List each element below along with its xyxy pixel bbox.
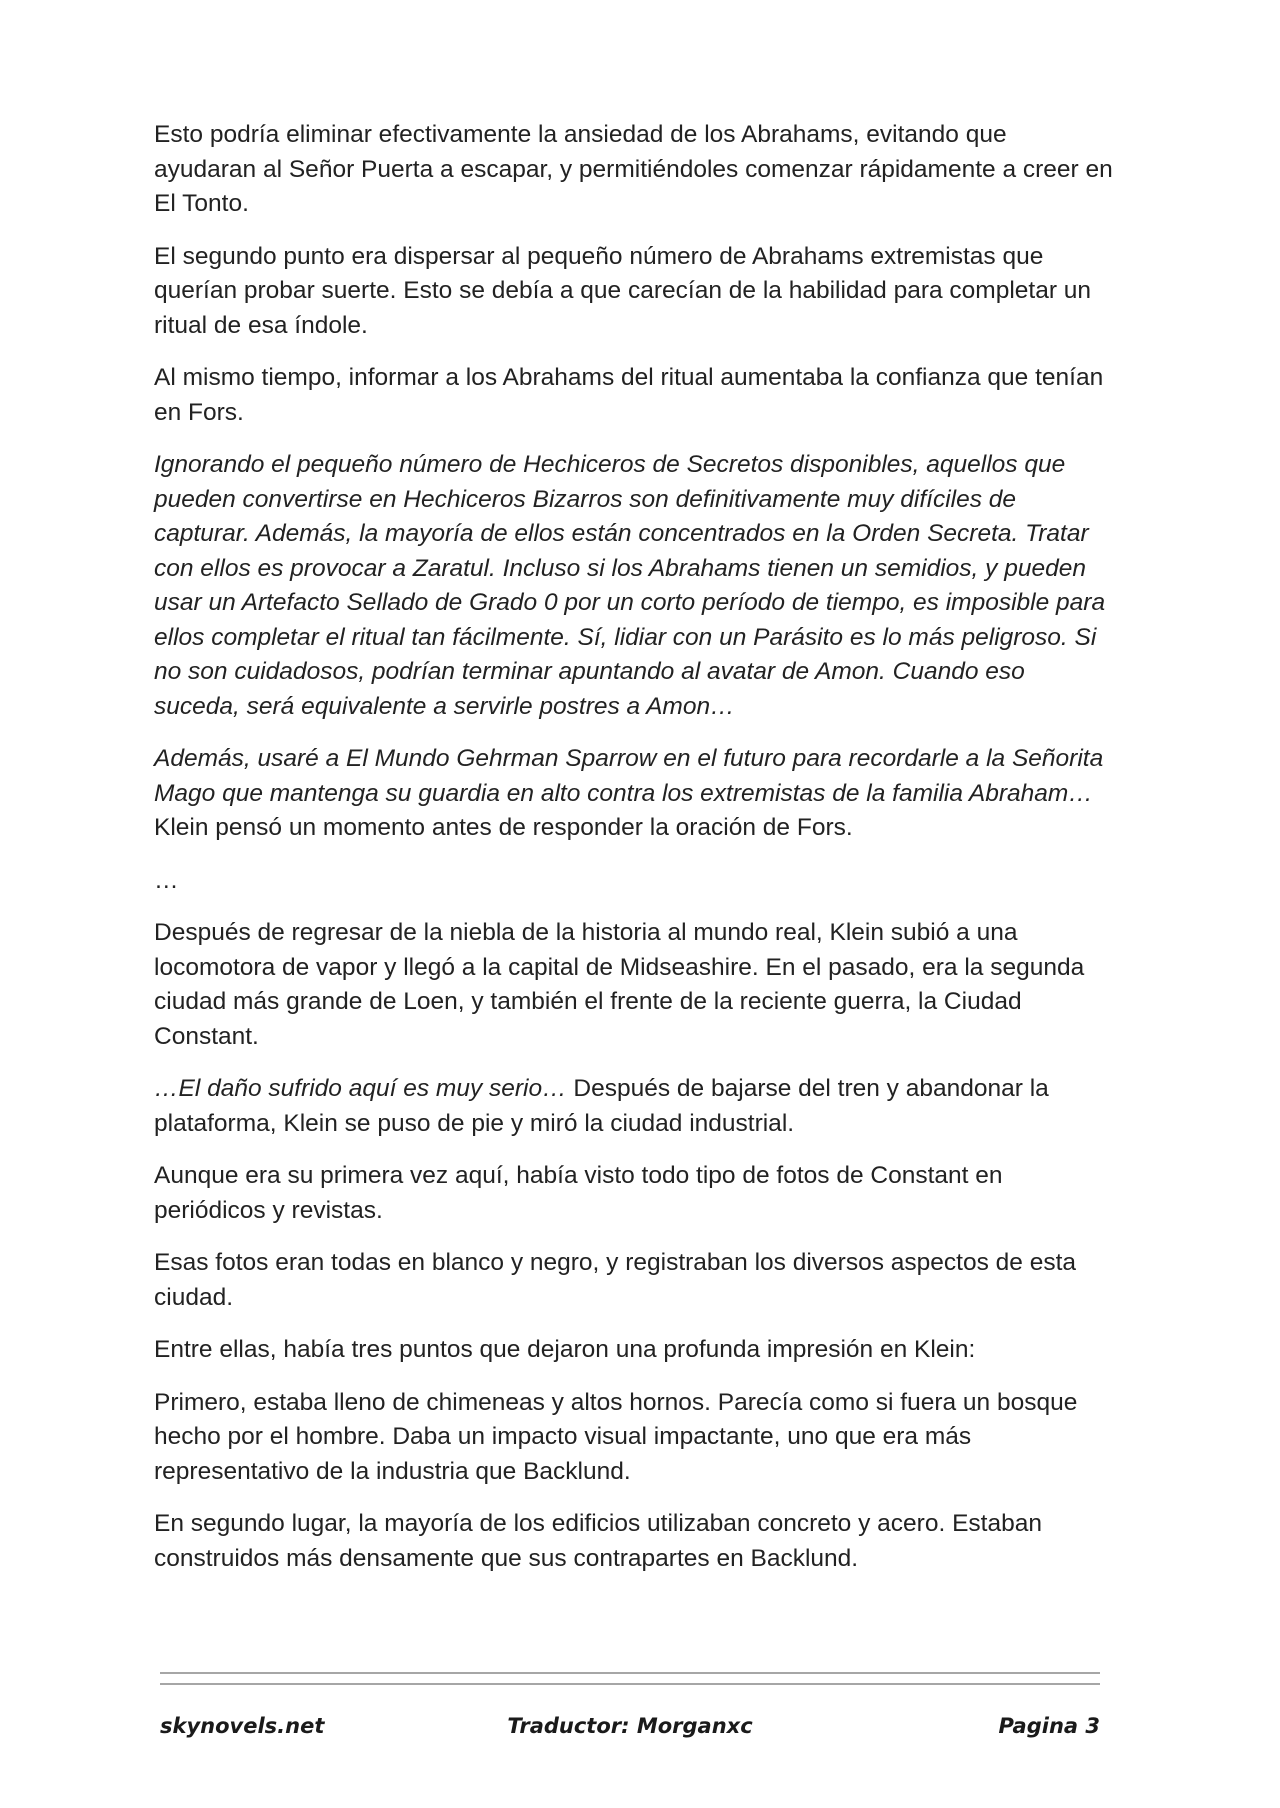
footer-divider <box>160 1672 1100 1685</box>
paragraph-8-thoughts: …El daño sufrido aquí es muy serio… <box>154 1075 567 1102</box>
paragraph-11: Entre ellas, había tres puntos que dejaron una profunda impresión en Klein: <box>154 1336 976 1363</box>
footer-rule-bottom <box>160 1683 1100 1685</box>
scene-break: … <box>154 866 179 894</box>
document-body <box>154 118 1114 1594</box>
footer-rule-top <box>160 1672 1100 1674</box>
paragraph-4-thoughts: Ignorando el pequeño número de Hechiceros de Secretos disponibles, aquellos que pueden convertirse en Hechiceros Bizarros son definitivamente muy difíciles de capturar. Además, la mayoría de ellos están concentrados en la Orden Secreta. Tratar con ellos es provocar a Zaratul. Incluso si los Abrahams tienen un semidios, y pueden usar un Artefacto Sellado de Grado 0 por un corto período de tiempo, es imposible para ellos completar el ritual tan fácilmente. Sí, lidiar con un Parásito es lo más peligroso. Si no son cuidadosos, podrían terminar apuntando al avatar de Amon. Cuando eso suceda, será equivalente a servirle postres a Amon… <box>154 451 1106 720</box>
footer-site: skynovels.net <box>160 1714 325 1738</box>
paragraph-1: Esto podría eliminar efectivamente la ansiedad de los Abrahams, evitando que ayudaran al Señor Puerta a escapar, y permitiéndoles comenzar rápidamente a creer en El Tonto. <box>154 121 1113 217</box>
paragraph-5 <box>154 742 1114 846</box>
paragraph-5-narration: Klein pensó un momento antes de responder la oración de Fors. <box>154 814 853 841</box>
page-footer <box>160 1714 1100 1750</box>
paragraph-10: Esas fotos eran todas en blanco y negro, y registraban los diversos aspectos de esta ciudad. <box>154 1249 1077 1311</box>
footer-page-number: Pagina 3 <box>998 1714 1100 1738</box>
paragraph-9: Aunque era su primera vez aquí, había visto todo tipo de fotos de Constant en periódicos y revistas. <box>154 1162 1003 1224</box>
paragraph-5-thoughts: Además, usaré a El Mundo Gehrman Sparrow en el futuro para recordarle a la Señorita Mago que mantenga su guardia en alto contra los extremistas de la familia Abraham… <box>154 745 1104 807</box>
paragraph-12: Primero, estaba lleno de chimeneas y altos hornos. Parecía como si fuera un bosque hecho por el hombre. Daba un impacto visual impactante, uno que era más representativo de la industria que Backlund. <box>154 1388 1078 1485</box>
paragraph-13: En segundo lugar, la mayoría de los edificios utilizaban concreto y acero. Estaban construidos más densamente que sus contrapartes en Backlund. <box>154 1510 1042 1572</box>
paragraph-8-narration: Después de bajarse del tren y abandonar la plataforma, Klein se puso de pie y miró la ciudad industrial. <box>154 1075 1049 1137</box>
footer-translator: Traductor: Morganxc <box>507 1714 753 1738</box>
paragraph-2: El segundo punto era dispersar al pequeño número de Abrahams extremistas que querían probar suerte. Esto se debía a que carecían de la habilidad para completar un ritual de esa índole. <box>154 242 1092 339</box>
paragraph-3: Al mismo tiempo, informar a los Abrahams del ritual aumentaba la confianza que tenían en Fors. <box>154 364 1104 426</box>
paragraph-7: Después de regresar de la niebla de la historia al mundo real, Klein subió a una locomotora de vapor y llegó a la capital de Midseashire. En el pasado, era la segunda ciudad más grande de Loen, y también el frente de la reciente guerra, la Ciudad Constant. <box>154 919 1085 1050</box>
paragraph-8 <box>154 1072 1114 1141</box>
